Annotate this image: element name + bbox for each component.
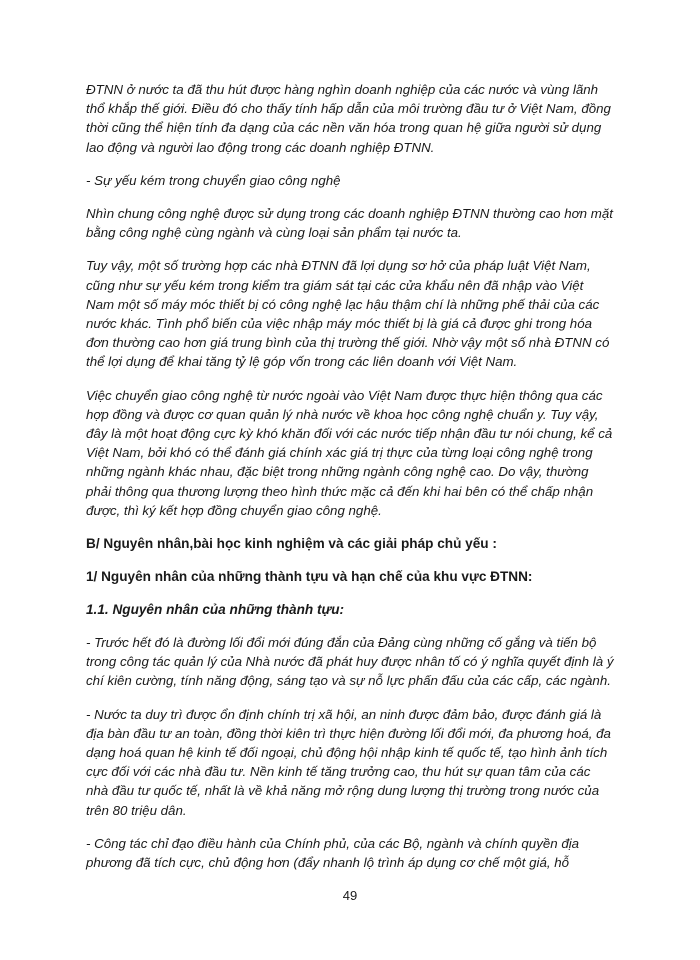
heading-section-1-1: 1.1. Nguyên nhân của những thành tựu: [86,602,345,618]
paragraph-government-direction: - Công tác chỉ đạo điều hành của Chính phủ, của các Bộ, ngành và chính quyền địa phương đã tích cực, chủ động hơn (đẩy nhanh lộ trình áp dụng cơ chế một giá, hỗ [86,835,580,871]
paragraph-party-policy: - Trước hết đó là đường lối đổi mới đúng đắn của Đảng cùng những cố gắng và tiến bộ trong công tác quản lý của Nhà nước đã phát huy được nhân tố có ý nghĩa quyết định là ý chí kiên cường, tính năng động, sáng tạo và sự nỗ lực phấn đấu của các cấp, các ngành. [86,635,614,689]
heading-section-b: B/ Nguyên nhân,bài học kinh nghiệm và các giải pháp chủ yếu : [86,536,497,552]
paragraph-tech-level: Nhìn chung công nghệ được sử dụng trong các doanh nghiệp ĐTNN thường cao hơn mặt bằng công nghệ cùng ngành và cùng loại sản phẩm tại nước ta. [86,206,613,241]
heading-section-1: 1/ Nguyên nhân của những thành tựu và hạn chế của khu vực ĐTNN: [86,569,533,585]
document-page [86,80,614,886]
paragraph-intro: ĐTNN ở nước ta đã thu hút được hàng nghìn doanh nghiệp của các nước và vùng lãnh thổ khắp thế giới. Điều đó cho thấy tính hấp dẫn của môi trường đầu tư ở Việt Nam, đồng thời cũng thể hiện tính đa dạng của các nền văn hóa trong quan hệ giữa người sử dụng lao động và người lao động trong các doanh nghiệp ĐTNN. [86,82,611,155]
paragraph-loopholes: Tuy vậy, một số trường hợp các nhà ĐTNN đã lợi dụng sơ hở của pháp luật Việt Nam, cũng như sự yếu kém trong kiểm tra giám sát tại các cửa khẩu nên đã nhập vào Việt Nam một số máy móc thiết bị có công nghệ lạc hậu thậm chí là những phế thải của các nước khác. Tình phổ biến của việc nhập máy móc thiết bị là giá cả được ghi trong hóa đơn thường cao hơn giá trung bình của thị trường thế giới. Nhờ vậy một số nhà ĐTNN có thể lợi dụng để khai tăng tỷ lệ góp vốn trong các liên doanh với Việt Nam. [86,258,610,370]
page-number: 49 [342,888,358,903]
paragraph-tech-contracts: Việc chuyển giao công nghệ từ nước ngoài vào Việt Nam được thực hiện thông qua các hợp đồng và được cơ quan quản lý nhà nước về khoa học công nghệ chuẩn y. Tuy vậy, đây là một hoạt động cực kỳ khó khăn đối với các nước tiếp nhận đầu tư nói chung, kể cả Việt Nam, bởi khó có thể đánh giá chính xác giá trị thực của từng loại công nghệ trong những ngành khác nhau, đặc biệt trong những ngành công nghệ cao. Do vậy, thường phải thông qua thương lượng theo hình thức mặc cả đến khi hai bên có thể chấp nhận được, thì ký kết hợp đồng chuyển giao công nghệ. [86,387,613,518]
paragraph-tech-transfer-weakness: - Sự yếu kém trong chuyển giao công nghệ [86,172,341,188]
paragraph-political-stability: - Nước ta duy trì được ổn định chính trị xã hội, an ninh được đảm bảo, được đánh giá là địa bàn đầu tư an toàn, đồng thời kiên trì thực hiện đường lối đổi mới, đa phương hoá, đa dạng hoá quan hệ kinh tế đối ngoại, chủ động hội nhập kinh tế quốc tế, tạo hình ảnh tích cực đối với các nhà đầu tư. Nền kinh tế tăng trưởng cao, thu hút sự quan tâm của các nhà đầu tư quốc tế, nhất là về khả năng mở rộng dung lượng thị trường trong nước của trên 80 triệu dân. [86,706,611,818]
